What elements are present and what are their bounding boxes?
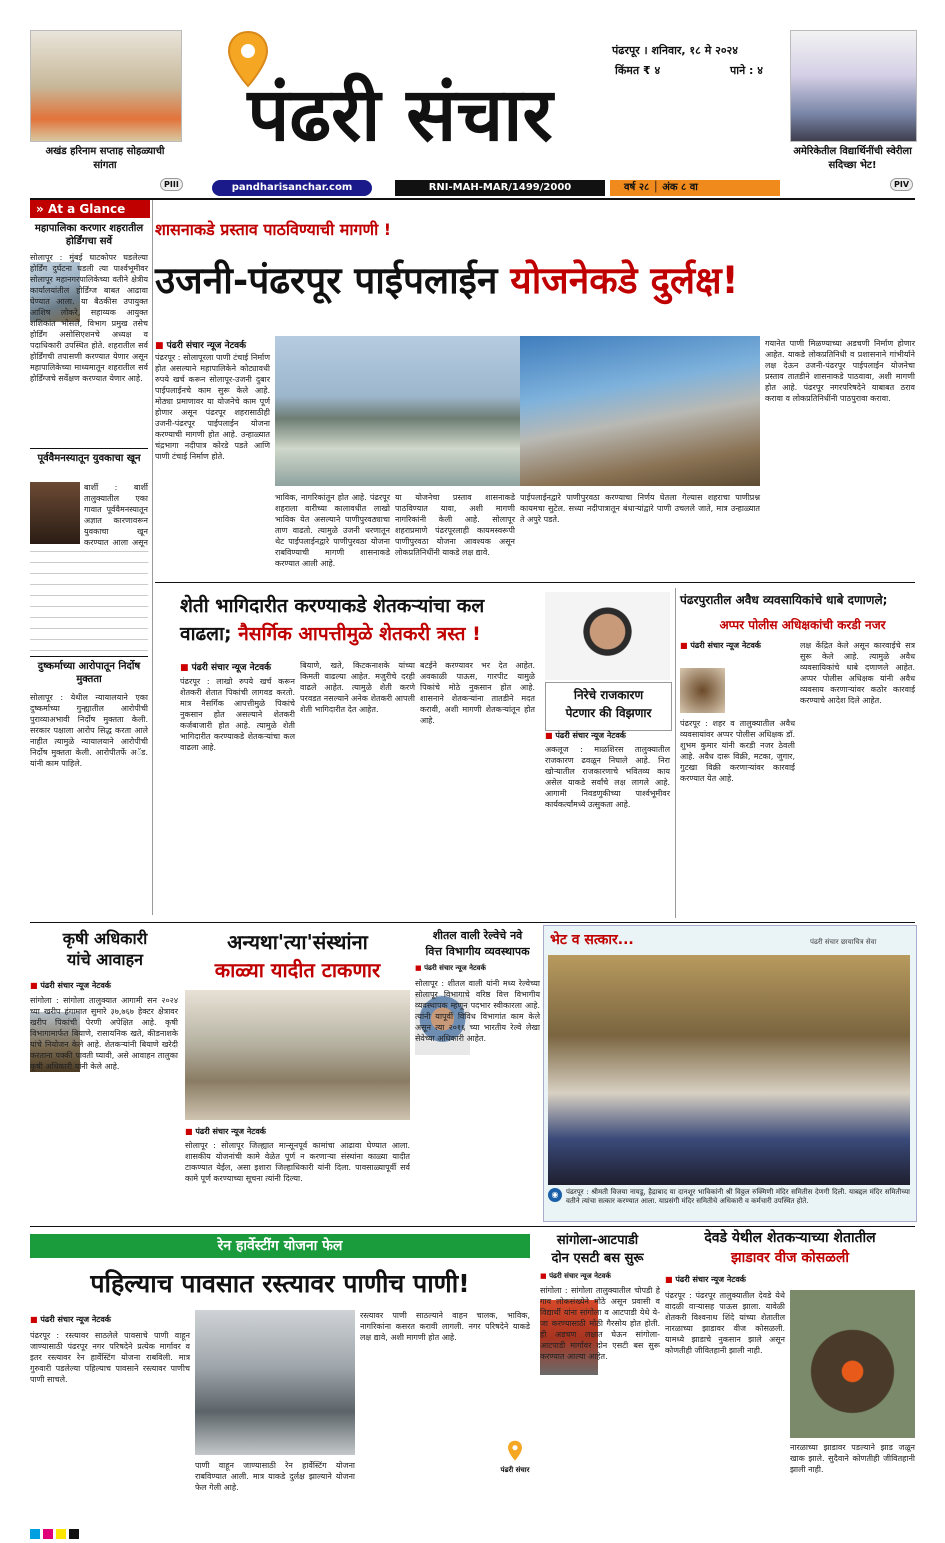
glance-item2-photo <box>30 482 80 544</box>
agri-headline[interactable] <box>30 928 180 970</box>
right-teaser-page: PIV <box>890 178 913 191</box>
glance-item2-text-cont <box>30 548 148 653</box>
profile-caption-line2: पेटणार की विझणार <box>565 706 652 720</box>
rain-text-col2: पाणी वाहून जाण्यासाठी रेन हार्वेस्टिंग योजना राबविण्यात आली. मात्र याकडे दुर्लक्ष झाल्याने योजना फेल गेली आहे. <box>195 1461 355 1492</box>
at-a-glance-label: At a Glance <box>47 202 126 216</box>
illegal-byline: ■ पंढरी संचार न्यूज नेटवर्क <box>680 640 761 651</box>
bus-headline-line2: दोन एसटी बस सुरू <box>551 1251 644 1266</box>
farmers-headline-line1: शेती भागिदारीत करण्याकडे शेतकऱ्यांचा कल <box>180 595 485 617</box>
left-column-separator <box>152 200 153 915</box>
visit-photo-credit: पंढरी संचार छायाचित्र सेवा <box>810 938 877 946</box>
rain-photo <box>195 1310 355 1455</box>
lead-photo-dam <box>275 336 520 486</box>
agri-text: सांगोला : सांगोला तालुक्यात आगामी सन २०२४ च्या खरीप हंगामात सुमारे ३७,७६७ हेक्टर क्षेत्रावर खरीप पिकांची पेरणी अपेक्षित आहे. कृषी विभागामार्फत बियाणे, रासायनिक खते, कीडनाशके यांचे नियोजन केले आहे. शेतकऱ्यांनी बियाणे खरेदी करताना पक्की पावती घ्यावी, असे आवाहन तालुका कृषी अधिकारी यांनी केले आहे. <box>30 996 178 1071</box>
farmers-text-col1: पंढरपूर : लाखो रुपये खर्च करून शेतकरी शेतात पिकांची लागवड करतो. मात्र नैसर्गिक आपत्तीमुळे पिकांचे नुकसान होत असल्याने शेतकरी कर्जबाजारी होत आहे. त्यामुळे शेती भागिदारीत करण्याकडे शेतकऱ्यांचा कल वाढला आहे. <box>180 677 295 752</box>
year-issue-bar: वर्ष २८ │ अंक ८ वा <box>610 180 780 196</box>
farmers-byline: ■ पंढरी संचार न्यूज नेटवर्क <box>180 660 271 673</box>
issue-text: अंक ८ वा <box>662 182 698 193</box>
left-teaser-caption[interactable]: अखंड हरिनाम सप्ताह सोहळ्याची सांगता <box>45 146 165 171</box>
agri-headline-line1: कृषी अधिकारी <box>62 929 148 948</box>
lead-photo-pipeline <box>520 336 760 486</box>
left-teaser-photo <box>30 30 182 142</box>
glance-item2-text: बार्शी : बार्शी तालुक्यातील एका गावात पूर्ववैमनस्यातून अज्ञात कारणावरून युवकाचा खून करण्यात आला असून <box>84 483 148 547</box>
right-column-separator <box>675 588 676 918</box>
footer-logo-text: पंढरी संचार <box>500 1466 530 1474</box>
color-bar <box>30 1524 915 1534</box>
agri-headline-line2: यांचे आवाहन <box>67 950 143 969</box>
farmers-headline-red: नैसर्गिक आपत्तीमुळे शेतकरी त्रस्त ! <box>238 623 481 645</box>
institutions-byline: ■ पंढरी संचार न्यूज नेटवर्क <box>185 1126 266 1137</box>
illegal-subhead: अप्पर पोलीस अधिक्षकांची करडी नजर <box>719 618 886 632</box>
institutions-photo <box>185 990 410 1120</box>
registration-bar: RNI-MAH-MAR/1499/2000 <box>395 180 605 196</box>
lead-text-col1: पंढरपूर : सोलापूरला पाणी टंचाई निर्माण होत असल्याने महापालिकेने कोट्यावधी रुपये खर्च करून सोलापूर-उजनी दुबार पाईपलाईनचे काम सुरू केले आहे. मोठ्या प्रमाणावर या योजनेचे काम पूर्ण होणार असून पंढरपूर शहरासाठीही उजनी-पंढरपूर पाईपलाईन योजना करण्याची मागणी होत आहे. उन्हाळ्यात चंद्रभागा नदीपात्र कोरडे पडते आणि पाणी टंचाई निर्माण होते. <box>155 353 270 461</box>
bus-headline[interactable] <box>535 1232 660 1268</box>
glance-divider-1 <box>30 448 148 449</box>
mid-rule <box>30 922 915 923</box>
lead-bottom-rule <box>155 582 915 583</box>
masthead-price: किंमत ₹ ४ <box>615 64 661 77</box>
lead-headline-red: योजनेकडे दुर्लक्ष! <box>510 259 739 302</box>
masthead-date: पंढरपूर । शनिवार, १८ मे २०२४ <box>612 44 738 57</box>
lightning-text-col1: पंढरपूर : पंढरपूर तालुक्यातील देवडे येथे वादळी वाऱ्यासह पाऊस झाला. यावेळी शेतकरी विश्वनाथ शिंदे यांच्या शेतातील नारळाच्या झाडावर वीज कोसळली. यामध्ये झाडाचे नुकसान झाले असून कोणतीही जीवितहानी झाली नाही. <box>665 1291 785 1355</box>
glance-item3-title[interactable]: दुष्कर्माच्या आरोपातून निर्दोष मुक्तता <box>37 661 141 685</box>
lead-headline-black: उजनी-पंढरपूर पाईपलाईन <box>155 259 498 302</box>
rain-text-col3: रस्त्यावर पाणी साठल्याने वाहन चालक, भाविक, नागरिकांना कसरत करावी लागली. नगर परिषदेने याकडे लक्ष द्यावे, अशी मागणी होत आहे. <box>360 1311 530 1342</box>
right-teaser-caption[interactable]: अमेरिकेतील विद्यार्थिनींची स्वेरीला सदिच्छा भेट! <box>793 146 912 171</box>
profile-caption-line1: निरेचे राजकारण <box>573 688 644 702</box>
masthead-rule <box>30 198 915 200</box>
chevron-right-icon: » <box>36 202 44 216</box>
visit-label: भेट व सत्कार... <box>550 932 634 948</box>
railway-headline-line2: वित्त विभागीय व्यवस्थापक <box>425 945 530 958</box>
profile-text: अकलूज : माळशिरस तालुक्यातील राजकारण ढवळून निघाले आहे. निरा खोऱ्यातील राजकारणाचे भवितव्य काय असेल याकडे सर्वांचे लक्ष लागले आहे. आगामी निवडणुकीच्या पार्श्वभूमीवर कार्यकर्त्यांमध्ये उत्सुकता आहे. <box>545 745 670 809</box>
illegal-text-col1: पंढरपूर : शहर व तालुक्यातील अवैध व्यवसायांवर अप्पर पोलीस अधिक्षक डॉ. शुभम कुमार यांनी करडी नजर ठेवली आहे. अवैध दारू विक्री, मटका, जुगार, गुटखा विक्री करणाऱ्यांवर कारवाई करण्यात येत आहे. <box>680 719 795 783</box>
lead-text-col2: भाविक, नागरिकांतून होत आहे. पंढरपूर शहराला वारीच्या कालावधीत लाखो भाविक येत असल्याने पाणीपुरवठ्याचा ताण वाढतो. त्यामुळे उजनी धरणातून थेट पाईपलाईनद्वारे पाणीपुरवठा योजना राबविण्याची मागणी शासनाकडे करण्यात आली आहे. <box>275 493 390 568</box>
bus-byline: ■ पंढरी संचार न्यूज नेटवर्क <box>540 1272 611 1281</box>
farmers-text-col3: बटईने करण्यावर भर देत आहेत. अवकाळी पाऊस, गारपीट यामुळे पिकांचे मोठे नुकसान होत आहे. शासनाने शेतकऱ्यांना तातडीने मदत करावी, अशी मागणी शेतकऱ्यांतून होत आहे. <box>420 661 535 725</box>
rain-headline[interactable]: पहिल्याच पावसात रस्त्यावर पाणीच पाणी! <box>90 1269 470 1298</box>
railway-headline[interactable] <box>415 928 540 960</box>
farmers-headline-black: वाढला; <box>180 623 232 645</box>
masthead-title-wrap <box>195 30 605 170</box>
agri-byline: ■ पंढरी संचार न्यूज नेटवर्क <box>30 980 111 991</box>
bottom-rule <box>30 1226 915 1227</box>
year-text: वर्ष २८ <box>624 182 650 193</box>
profile-photo <box>545 592 670 680</box>
profile-byline: ■ पंढरी संचार न्यूज नेटवर्क <box>545 730 626 741</box>
visit-caption: पंढरपूर : श्रीमती विजया नायडू, हैद्राबाद या दानशूर भाविकांनी श्री विठ्ठल रुक्मिणी मंदिर समितीस देणगी दिली. याबद्दल मंदिर समितीच्या वतीने त्यांचा सत्कार करण्यात आला. याप्रसंगी मंदिर समितीचे अधिकारी व कर्मचारी उपस्थित होते. <box>566 1188 910 1205</box>
institutions-headline-line2: काळ्या यादीत टाकणार <box>214 958 381 982</box>
illegal-headline[interactable]: पंढरपुरातील अवैध व्यवसायिकांचे धाबे दणाणले; <box>680 593 888 607</box>
institutions-headline[interactable] <box>185 928 410 984</box>
lightning-text-col2: नारळाच्या झाडावर पडल्याने झाड जळून खाक झाले. सुदैवाने कोणतीही जीवितहानी झाली नाही. <box>790 1443 915 1474</box>
website-pill[interactable]: pandharisanchar.com <box>212 180 372 196</box>
lead-byline: ■ पंढरी संचार न्यूज नेटवर्क <box>155 338 246 351</box>
railway-byline: ■ पंढरी संचार न्यूज नेटवर्क <box>415 964 486 973</box>
farmers-headline[interactable] <box>180 592 535 648</box>
lightning-photo <box>790 1290 915 1438</box>
right-teaser-photo <box>790 30 917 142</box>
footer-logo <box>500 1440 530 1488</box>
rain-byline: ■ पंढरी संचार न्यूज नेटवर्क <box>30 1314 111 1325</box>
lead-kicker: शासनाकडे प्रस्ताव पाठविण्याची मागणी ! <box>155 220 392 239</box>
camera-icon: ◉ <box>548 1188 562 1202</box>
railway-headline-line1: शीतल वाली रेल्वेचे नवे <box>432 929 523 942</box>
at-a-glance-badge <box>30 200 150 218</box>
farmers-text-col2: बियाणे, खते, किटकनाशके यांच्या किमती वाढल्या आहेत. मजुरीचे दरही वाढले आहेत. त्यामुळे शेती करणे परवडत नसल्याने अनेक शेतकरी आपली शेती भागिदारीत देत आहेत. <box>300 661 415 714</box>
lead-headline[interactable] <box>155 256 915 306</box>
glance-item1-title[interactable]: महापालिका करणार शहरातील होर्डिंगचा सर्वे <box>34 223 144 247</box>
lead-text-col5: गयानेत पाणी मिळण्याच्या अडचणी निर्माण होणार आहेत. याकडे लोकप्रतिनिधी व प्रशासनाने गांभीर्याने लक्ष देऊन उजनी-पंढरपूर पाईपलाईन योजनेचा प्रस्ताव तातडीने शासनाकडे पाठवावा, अशी मागणी होत आहे. पंढरपूर नगरपरिषदेने याबाबत ठराव करावा व लोकप्रतिनिधींनी पाठपुरावा करावा. <box>765 339 915 403</box>
bus-text: सांगोला : सांगोला तालुक्यातील चोपडी हे गाव लोकसंख्येने मोठे असून प्रवासी व विद्यार्थी यांना सांगोला व आटपाडी येथे ये-जा करण्यासाठी मोठी गैरसोय होत होती. ही अडचण लक्षात घेऊन सांगोला-आटपाडी मार्गावर दोन एसटी बस सुरू करण्यात आल्या आहेत. <box>540 1286 660 1361</box>
glance-item3-text: सोलापूर : येथील न्यायालयाने एका दुष्कर्माच्या गुन्ह्यातील आरोपीची पुराव्याअभावी निर्दोष मुक्तता केली. सरकार पक्षाला आरोप सिद्ध करता आले नाहीत त्यामुळे न्यायालयाने आरोपीची निर्दोष मुक्तता केली. आरोपीतर्फे अॅड. यांनी काम पाहिले. <box>30 693 148 768</box>
lightning-headline-line2: झाडावर वीज कोसळली <box>731 1250 849 1266</box>
masthead-pages: पाने : ४ <box>730 64 763 77</box>
railway-text: सोलापूर : शीतल वाली यांनी मध्य रेल्वेच्या सोलापूर विभागाचे वरिष्ठ वित्त विभागीय व्यवस्थापक म्हणून पदभार स्वीकारला आहे. त्यांनी यापूर्वी विविध विभागांत काम केले असून त्या २०१६ च्या भारतीय रेल्वे लेखा सेवेच्या अधिकारी आहेत. <box>415 979 540 1043</box>
rain-text-col1: पंढरपूर : रस्त्यावर साठलेले पावसाचे पाणी वाहून जाण्यासाठी पंढरपूर नगर परिषदेने प्रत्येक मार्गावर व इतर रस्त्यावर रेन हार्वेस्टिंग योजना राबविली. मात्र गुरुवारी पडलेल्या पहिल्याच पावसाने रस्त्यावर पाणीच पाणी साचले. <box>30 1331 190 1384</box>
masthead-title[interactable]: पंढरी संचार <box>247 72 553 158</box>
glance-item2-title[interactable]: पूर्ववैमनस्यातून युवकाचा खून <box>37 453 141 464</box>
map-pin-small-icon <box>506 1440 524 1462</box>
lightning-headline-line1: देवडे येथील शेतकऱ्याच्या शेतातील <box>704 1230 876 1246</box>
lightning-byline: ■ पंढरी संचार न्यूज नेटवर्क <box>665 1274 746 1285</box>
institutions-headline-line1: अन्यथा'त्या'संस्थांना <box>227 930 368 954</box>
institutions-text: सोलापूर : सोलापूर जिल्ह्यात मान्सूनपूर्व कामांचा आढावा घेण्यात आला. शासकीय योजनांची कामे वेळेत पूर्ण न करणाऱ्या संस्थांना काळ्या यादीत टाकण्यात येईल, असा इशारा जिल्हाधिकारी यांनी दिला. पावसाळ्यापूर्वी सर्व कामे पूर्ण करण्याच्या सूचना त्यांनी दिल्या. <box>185 1141 410 1183</box>
lead-text-col4: पाईपलाईनद्वारे पाणीपुरवठा करण्याचा निर्णय घेतला गेल्यास शहराचा पाणीप्रश्न कायमचा सुटेल. सध्या नदीपात्रातून बंधाऱ्यांद्वारे पाणी उचलले जाते, मात्र उन्हाळ्यात ते अपुरे पडते. <box>520 493 760 524</box>
glance-item1-text: सोलापूर : मुंबई घाटकोपर घडलेल्या होर्डिंग दुर्घटना घडली त्या पार्श्वभूमीवर सोलापूर महानगरपालिकेच्या वतीने क्षेत्रीय कार्यालयांतील होर्डिंग्ज बाबत आढावा घेण्यात आला. या बैठकीस उपायुक्त आशिष लोकरे, सहाय्यक आयुक्त शशिकांत भोसले, विभाग प्रमुख तसेच होर्डिंग असोसिएशनचे अध्यक्ष व पदाधिकारी उपस्थित होते. शहरातील सर्व होर्डिंगची तपासणी करण्यात येणार असून महापालिकेच्या माध्यमातून शहरातील सर्व होर्डिंग्जचे सर्वेक्षण करण्यात येणार आहे. <box>30 253 148 383</box>
left-teaser-page: PIII <box>160 178 183 191</box>
lead-text-col3: या योजनेचा प्रस्ताव शासनाकडे पाठविण्यात यावा, अशी मागणी नागरिकांनी केली आहे. सोलापूर शहराप्रमाणे पंढरपूरलाही कायमस्वरूपी पाणीपुरवठा योजना आवश्यक असून लोकप्रतिनिधींनी याकडे लक्ष द्यावे. <box>395 493 515 557</box>
visit-photo <box>548 955 910 1185</box>
rain-kicker: रेन हार्वेस्टींग योजना फेल <box>30 1234 530 1258</box>
illegal-text-col2: लक्ष केंद्रित केले असून कारवाईचे सत्र सुरू केले आहे. त्यामुळे अवैध व्यवसायिकांचे धाबे दणाणले आहेत. अप्पर पोलीस अधिक्षक यांनी अवैध व्यवसाय करणाऱ्यांवर कठोर कारवाई करण्याचे आदेश दिले आहेत. <box>800 641 915 705</box>
glance-divider-2 <box>30 656 148 657</box>
bus-headline-line1: सांगोला-आटपाडी <box>556 1233 639 1248</box>
profile-caption-box <box>545 682 672 731</box>
lightning-headline[interactable] <box>665 1228 915 1268</box>
